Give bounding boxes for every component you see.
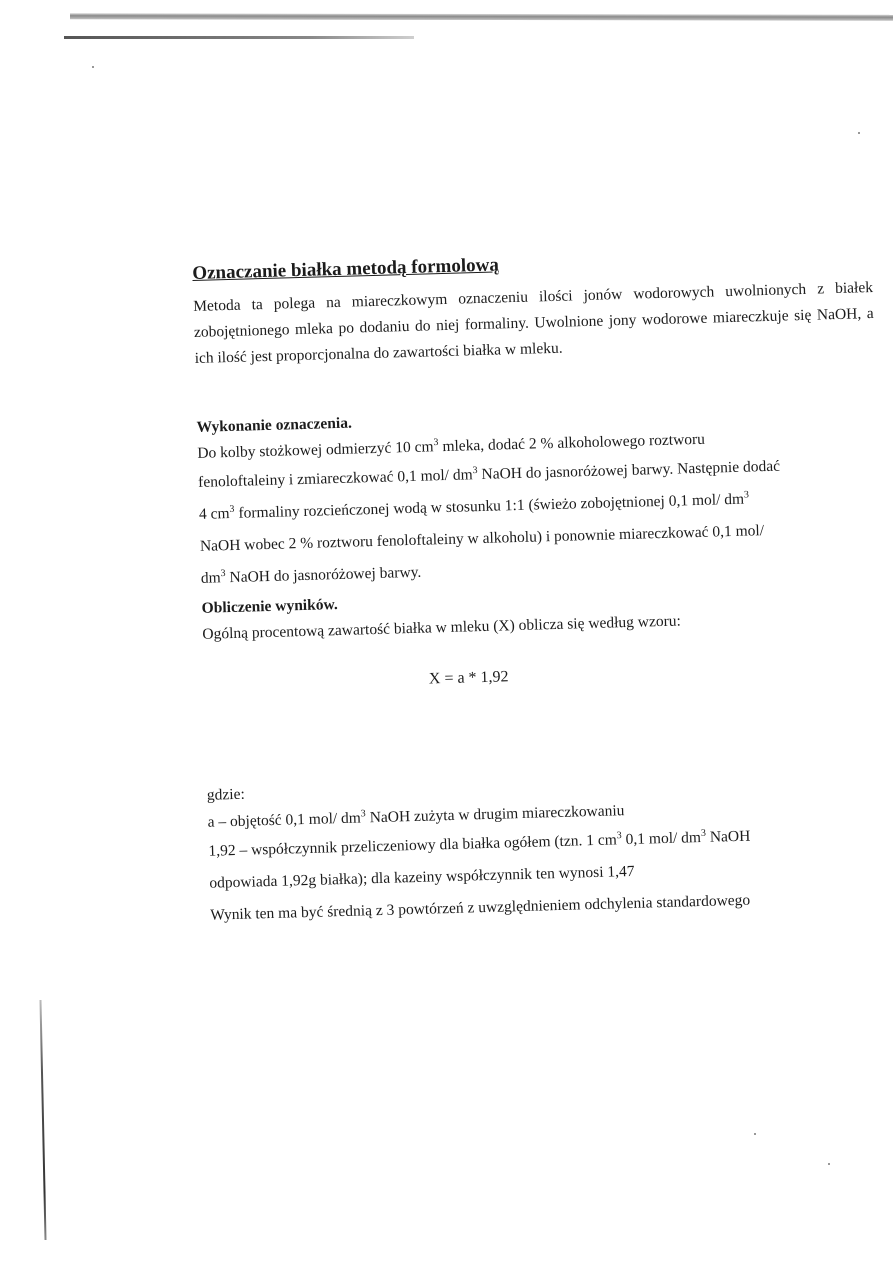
procedure-line: 4 $cm^3$ formaliny rozcieńczonej wodą w stosunku 1:1 (świeżo zobojętnionej 0,1 mol/ $dm^3$ bbox=[198, 489, 750, 523]
scan-speck bbox=[754, 1133, 756, 1135]
intro-paragraph: Metoda ta polega na miareczkowym oznaczeniu ilości jonów wodorowych uwolnionych z białek zobojętnionego mleka po dodaniu do niej formaliny. Uwolnione jony wodorowe miareczkuje się NaOH, a ich ilość jest proporcjonalna do zawartości białka w mleku. bbox=[193, 278, 874, 367]
procedure-line: fenoloftaleiny i zmiareczkować 0,1 mol/ $dm^3$ NaOH do jasnoróżowej barwy. Następnie dodać bbox=[197, 457, 781, 491]
scan-artifact-left-edge bbox=[39, 1000, 46, 1240]
formula: X = a * 1,92 bbox=[428, 668, 509, 688]
procedure-line: Do kolby stożkowej odmierzyć 10 $cm^3$ mleka, dodać 2 % alkoholowego roztworu bbox=[197, 430, 706, 462]
scan-artifact-second-line bbox=[64, 36, 414, 39]
scan-speck bbox=[828, 1163, 830, 1165]
procedure-text bbox=[197, 421, 881, 595]
legend-block bbox=[207, 763, 891, 932]
legend-coefficient: 1,92 – współczynnik przeliczeniowy dla białka ogółem (tzn. 1 $cm^3$ 0,1 mol/ $dm^3$ NaOH bbox=[208, 827, 751, 860]
scan-artifact-top-line bbox=[70, 13, 893, 20]
procedure-heading: Wykonanie oznaczenia. bbox=[196, 414, 353, 436]
scan-speck bbox=[92, 66, 94, 68]
scan-speck bbox=[858, 132, 860, 134]
document-page bbox=[192, 243, 890, 932]
calculation-heading: Obliczenie wyników. bbox=[201, 596, 338, 617]
calculation-text: Ogólną procentową zawartość białka w mleku (X) oblicza się według wzoru: bbox=[202, 612, 682, 643]
legend-a-definition: a – objętość 0,1 mol/ $dm^3$ NaOH zużyta w drugim miareczkowaniu bbox=[207, 802, 625, 831]
result-note: Wynik ten ma być średnią z 3 powtórzeń z uwzględnieniem odchylenia standardowego bbox=[210, 891, 751, 924]
legend-intro: gdzie: bbox=[206, 785, 245, 804]
procedure-line: NaOH wobec 2 % roztworu fenoloftaleiny w alkoholu) i ponownie miareczkować 0,1 mol/ bbox=[199, 522, 765, 555]
procedure-line: $dm^3$ NaOH do jasnoróżowej barwy. bbox=[200, 563, 422, 587]
legend-coefficient-continued: odpowiada 1,92g białka); dla kazeiny współczynnik ten wynosi 1,47 bbox=[209, 862, 635, 892]
document-title: Oznaczanie białka metodą formolową bbox=[192, 254, 500, 284]
